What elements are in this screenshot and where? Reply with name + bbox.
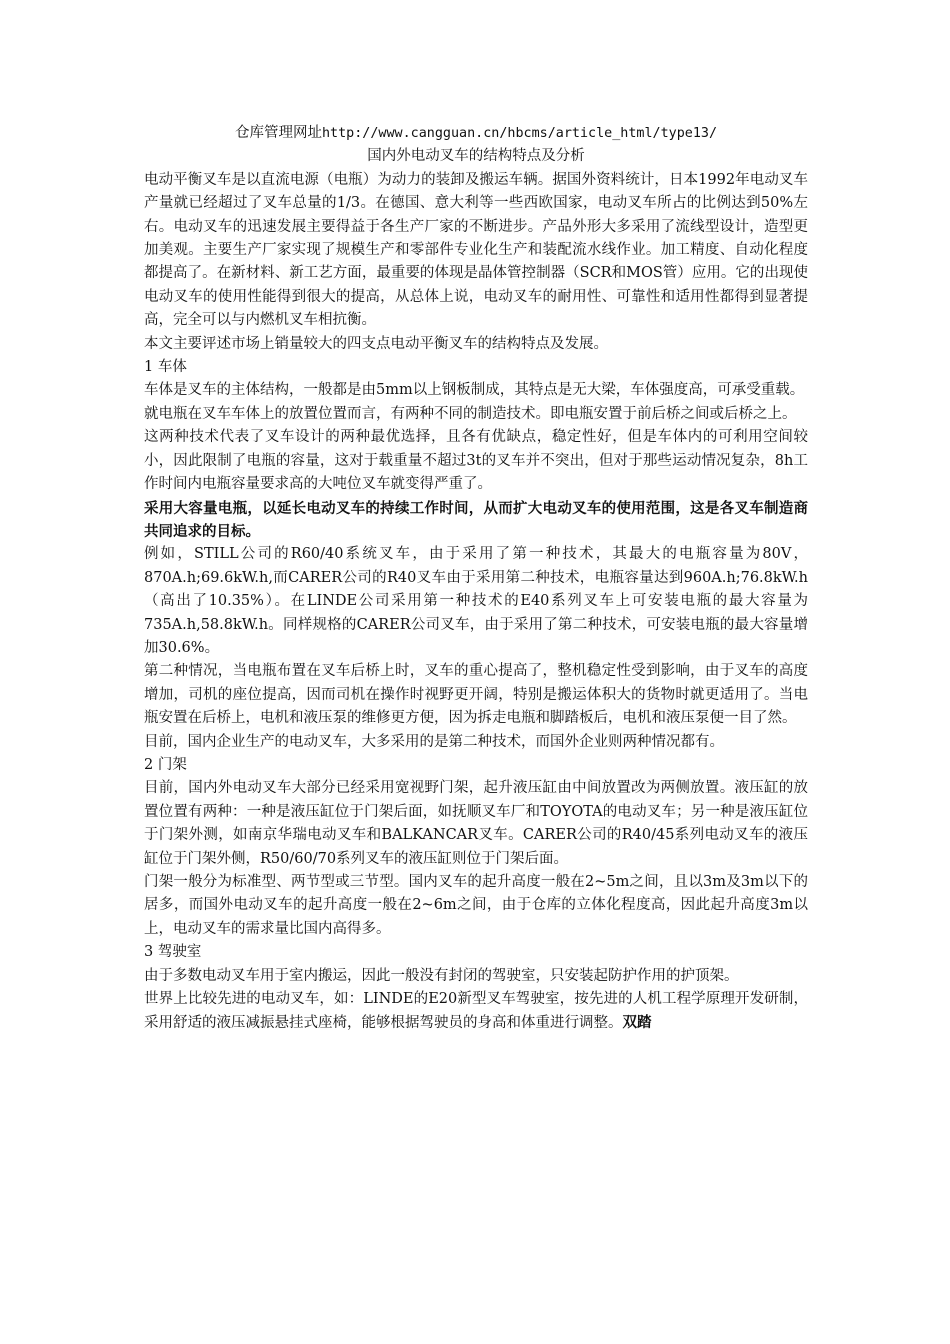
example-paragraph: 例如，STILL公司的R60/40系统叉车，由于采用了第一种技术，其最大的电瓶容量为80V，870A.h;69.6kW.h,而CARER公司的R40叉车由于采用第二种技术，电瓶容量达到960A.h;76.8kW.h（高出了10.35%）。在LINDE公司采用第一种技术的E40系列叉车上可安装电瓶的最大容量为735A.h,58.8kW.h。同样规格的CARER公司叉车，由于采用了第二种技术，可安装电瓶的最大容量增加30.6%。	[144, 546, 808, 656]
document-title: 国内外电动叉车的结构特点及分析	[367, 148, 585, 165]
mast-paragraph-1: 目前，国内外电动叉车大部分已经采用宽视野门架，起升液压缸由中间放置改为两侧放置。液压缸的放置位置有两种：一种是液压缸位于门架后面，如抚顺叉车厂和TOYOTA的电动叉车；另一种是液压缸位于门架外测，如南京华瑞电动叉车和BALKANCAR叉车。CARER公司的R40/45系列电动叉车的液压缸位于门架外侧，R50/60/70系列叉车的液压缸则位于门架后面。	[144, 780, 808, 867]
body-paragraph-2: 就电瓶在叉车车体上的放置位置而言，有两种不同的制造技术。即电瓶安置于前后桥之间或后桥之上。	[144, 405, 797, 422]
cab-paragraph-2-bold: 双踏	[622, 1014, 652, 1032]
source-label: 仓库管理网址	[234, 125, 322, 141]
body-paragraph-3: 这两种技术代表了叉车设计的两种最优选择，且各有优缺点，稳定性好，但是车体内的可利用空间较小，因此限制了电瓶的容量，这对于载重量不超过3t的叉车并不突出，但对于那些运动情况复杂，8h工作时间内电瓶容量要求高的大吨位叉车就变得严重了。	[144, 429, 808, 493]
section-heading-mast: 2 门架	[144, 756, 187, 773]
case-2-paragraph: 第二种情况，当电瓶布置在叉车后桥上时，叉车的重心提高了，整机稳定性受到影响，由于叉车的高度增加，司机的座位提高，因而司机在操作时视野更开阔，特别是搬运体积大的货物时就更适用了。当电瓶安置在后桥上，电机和液压泵的维修更方便，因为拆走电瓶和脚踏板后，电机和液压泵便一目了然。	[144, 663, 808, 727]
cab-paragraph-2	[144, 988, 808, 1036]
cab-paragraph-2-text: 世界上比较先进的电动叉车，如：LINDE的E20新型叉车驾驶室，按先进的人机工程学原理开发研制，采用舒适的液压减振悬挂式座椅，能够根据驾驶员的身高和体重进行调整。	[144, 991, 808, 1032]
body-bold-paragraph: 采用大容量电瓶，以延长电动叉车的持续工作时间，从而扩大电动叉车的使用范围，这是各叉车制造商共同追求的目标。	[144, 499, 808, 540]
scope-paragraph: 本文主要评述市场上销量较大的四支点电动平衡叉车的结构特点及发展。	[144, 335, 608, 352]
section-heading-body: 1 车体	[144, 359, 187, 376]
domestic-paragraph: 目前，国内企业生产的电动叉车，大多采用的是第二种技术，而国外企业则两种情况都有。	[144, 733, 724, 750]
source-url[interactable]: http://www.cangguan.cn/hbcms/article_html/type13/	[321, 126, 718, 141]
document-page	[144, 122, 808, 1036]
mast-paragraph-2: 门架一般分为标准型、两节型或三节型。国内叉车的起升高度一般在2~5m之间，且以3m及3m以下的居多，而国外电动叉车的起升高度一般在2~6m之间，由于仓库的立体化程度高，因此起升高度3m以上，电动叉车的需求量比国内高得多。	[144, 874, 808, 937]
source-line	[144, 122, 808, 145]
intro-paragraph: 电动平衡叉车是以直流电源（电瓶）为动力的装卸及搬运车辆。据国外资料统计，日本1992年电动叉车产量就已经超过了叉车总量的1/3。在德国、意大利等一些西欧国家，电动叉车所占的比例达到50%左右。电动叉车的迅速发展主要得益于各生产厂家的不断进步。产品外形大多采用了流线型设计，造型更加美观。主要生产厂家实现了规模生产和零部件专业化生产和装配流水线作业。加工精度、自动化程度都提高了。在新材料、新工艺方面，最重要的体现是晶体管控制器（SCR和MOS管）应用。它的出现使电动叉车的使用性能得到很大的提高，从总体上说，电动叉车的耐用性、可靠性和适用性都得到显著提高，完全可以与内燃机叉车相抗衡。	[144, 171, 808, 329]
body-paragraph-1: 车体是叉车的主体结构，一般都是由5mm以上钢板制成，其特点是无大梁，车体强度高，可承受重载。	[144, 382, 805, 399]
section-heading-cab: 3 驾驶室	[144, 944, 202, 961]
cab-paragraph-1: 由于多数电动叉车用于室内搬运，因此一般没有封闭的驾驶室，只安装起防护作用的护顶架。	[144, 967, 739, 984]
